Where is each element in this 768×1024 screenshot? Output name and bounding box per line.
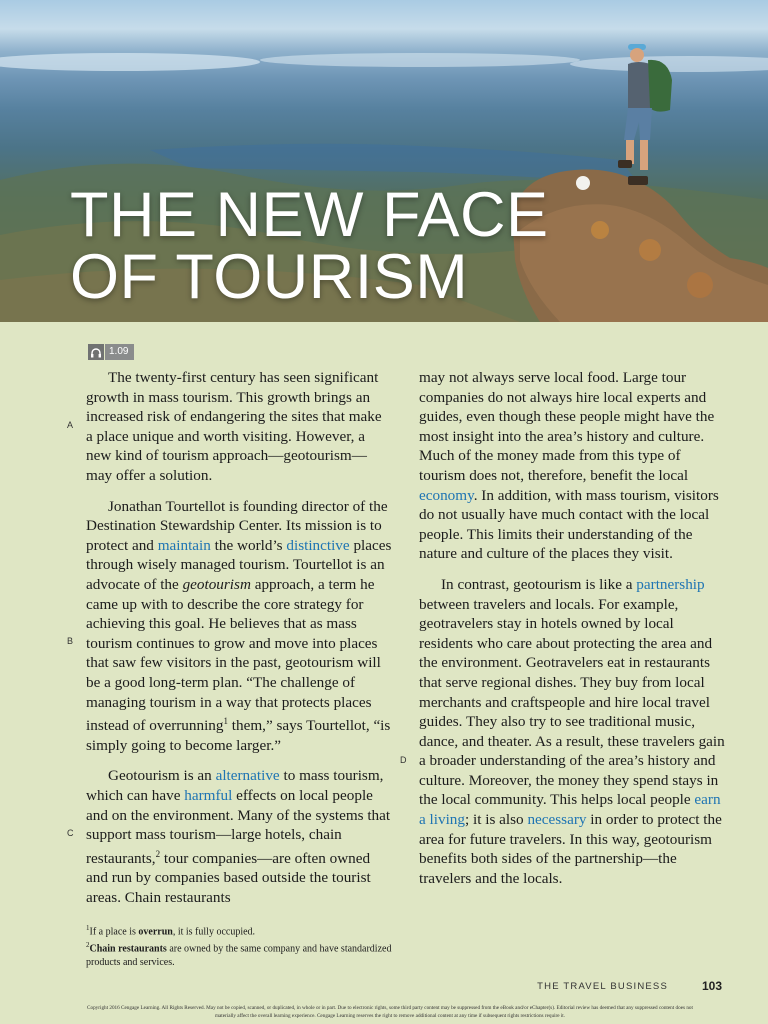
paragraph-marker-c: C [67, 828, 74, 838]
title-line-1: THE NEW FACE [70, 180, 549, 250]
paragraph-c-continued: may not always serve local food. Large tour companies do not always hire local experts and guides, even though these people might have the most insight into the area’s history and culture. Much of the money made from this type of tourism does not, therefore, benefit the local economy. In addition, with mass tourism, visitors do not usually have much contact with the local people. This limits their understanding of the nature and culture of the places they visit. [419, 369, 719, 563]
keyword-necessary[interactable]: necessary [527, 811, 587, 829]
footnotes [86, 922, 406, 969]
keyword-economy[interactable]: economy [419, 486, 474, 504]
footnote-1: $^1$If a place is overrun, it is fully occupied. [86, 924, 256, 938]
audio-track-badge[interactable] [88, 344, 134, 360]
keyword-maintain[interactable]: maintain [157, 536, 211, 554]
paragraph-b: Jonathan Tourtellot is founding director of the Destination Stewardship Center. Its mission is to protect and maintain the world’s distinctive places through wisely managed tourism. Tourtellot is an advocate of the geotourism approach, a term he came up with to describe the core strategy for achieving this goal. He believes that as mass tourism continues to grow and move into places that saw few visitors in the past, geotourism will be a good long-term plan. “The challenge of managing tourism in a way that protects places instead of overrunning$^1$ them,” says Tourtellot, “is simply going to become larger.” [86, 497, 392, 754]
footnote-ref-1: 1 [223, 716, 228, 727]
title-line-2: OF TOURISM [70, 242, 469, 312]
article-title [70, 180, 549, 312]
page-number: 103 [701, 979, 722, 993]
term-geotourism: geotourism [182, 575, 251, 593]
headphones-icon [88, 344, 104, 360]
body-column-left [86, 368, 392, 919]
footnote-ref-2: 2 [155, 848, 161, 859]
keyword-earn-a-living[interactable]: earn a living [419, 791, 721, 829]
paragraph-c: Geotourism is an alternative to mass tourism, which can have harmful effects on local people and on the environment. Many of the systems that support mass tourism—large hotels, chain restaurants,$^2$ tour companies—are often owned and run by companies based outside the tourist areas. Chain restaurants [86, 767, 391, 906]
keyword-partnership[interactable]: partnership [636, 575, 705, 593]
body-column-right [419, 368, 725, 899]
paragraph-marker-a: A [67, 420, 74, 430]
footnote-2: $^2$Chain restaurants are owned by the same company and have standardized products and services. [86, 940, 392, 968]
running-footer-section: THE TRAVEL BUSINESS [537, 981, 668, 992]
paragraph-a: The twenty-first century has seen significant growth in mass tourism. This growth brings an increased risk of endangering the sites that make a place unique and worth visiting. However, a new kind of tourism approach—geotourism—may offer a solution. [86, 369, 382, 484]
keyword-alternative[interactable]: alternative [215, 767, 280, 785]
hero-photo [0, 0, 768, 322]
paragraph-marker-b: B [67, 636, 74, 646]
keyword-harmful[interactable]: harmful [184, 786, 233, 804]
keyword-distinctive[interactable]: distinctive [286, 536, 350, 554]
audio-track-number: 1.09 [105, 344, 134, 360]
paragraph-marker-d: D [400, 755, 407, 765]
paragraph-d: In contrast, geotourism is like a partnership between travelers and locals. For example, geotravelers stay in hotels owned by local residents who care about protecting the area and the environment. Geotravelers eat in restaurants that serve regional dishes. They buy from local merchants and craftspeople and hire local travel guides. They also try to see traditional music, dance, and theater. As a result, these travelers gain a broader understanding of the area’s history and culture. Moreover, the money they spend stays in the local community. This helps local people earn a living; it is also necessary in order to protect the area for future travelers. In this way, geotourism benefits both sides of the partnership—the travelers and the locals. [419, 575, 725, 887]
copyright-notice: Copyright 2016 Cengage Learning. All Rights Reserved. May not be copied, scanned, or duplicated, in whole or in part. Due to electronic rights, some third party content may be suppressed from the eBook and/or eChapter(s). Editorial review has deemed that any suppressed content does not materially affect the overall learning experience. Cengage Learning reserves the right to remove additional content at any time if subsequent rights restrictions require it. [87, 1005, 693, 1019]
